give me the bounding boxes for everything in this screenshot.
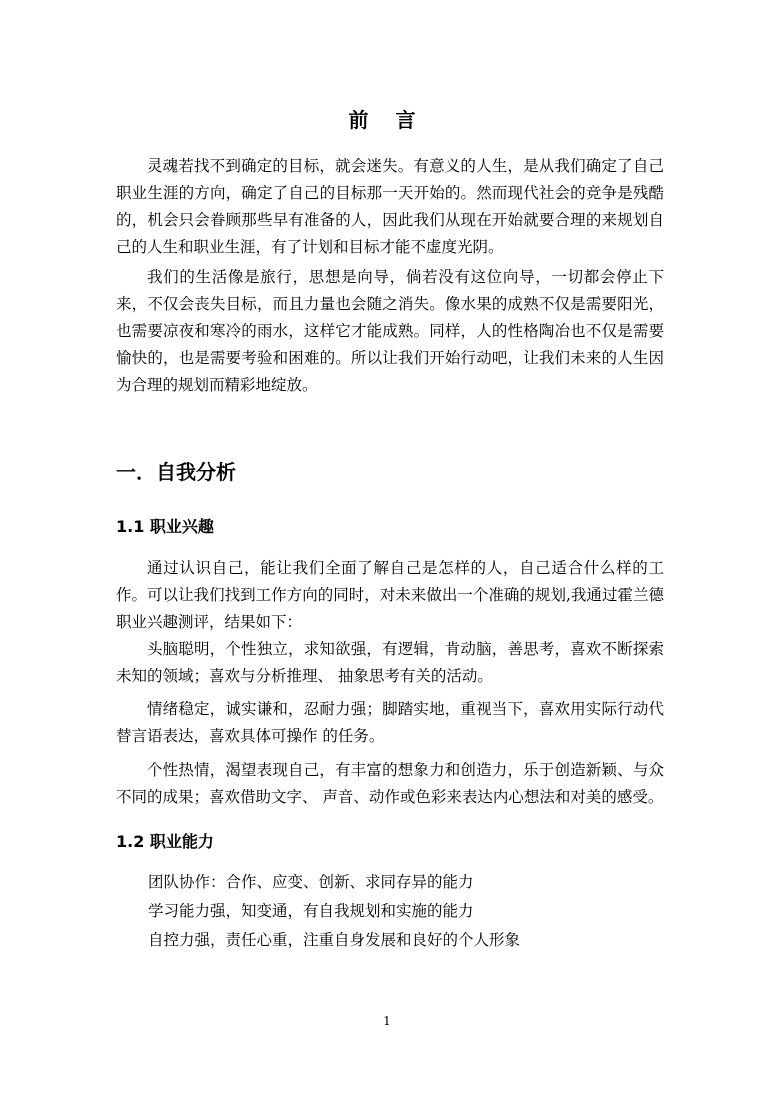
preface-paragraph-2: 我们的生活像是旅行，思想是向导，倘若没有这位向导，一切都会停止下来，不仅会丧失目标，而且力量也会随之消失。像水果的成熟不仅是需要阳光，也需要凉夜和寒冷的雨水，这样它才能成熟。同样，人的性格陶冶也不仅是需要愉快的，也是需要考验和困难的。所以让我们开始行动吧，让我们未来的人生因为合理的规划而精彩地绽放。: [116, 268, 664, 394]
preface-paragraph-1: 灵魂若找不到确定的目标，就会迷失。有意义的人生，是从我们确定了自己职业生涯的方向，确定了自己的目标那一天开始的。然而现代社会的竞争是残酷的，机会只会眷顾那些早有准备的人，因此我们从现在开始就要合理的来规划自己的人生和职业生涯，有了计划和目标才能不虚度光阴。: [116, 157, 664, 256]
interest-paragraph-4: 个性热情，渴望表现自己，有丰富的想象力和创造力，乐于创造新颖、与众不同的成果；喜欢借助文字、 声音、动作或色彩来表达内心想法和对美的感受。: [116, 761, 664, 806]
interest-paragraph-3: 情绪稳定，诚实谦和，忍耐力强；脚踏实地，重视当下，喜欢用实际行动代替言语表达，喜欢具体可操作 的任务。: [116, 700, 664, 745]
section-heading-self-analysis: 一．自我分析: [116, 460, 236, 484]
preface-title: 前 言: [348, 108, 426, 132]
interest-paragraph-2: 头脑聪明，个性独立，求知欲强，有逻辑，肯动脑，善思考，喜欢不断探索未知的领域；喜欢与分析推理、 抽象思考有关的活动。: [116, 640, 664, 685]
interest-paragraph-1: 通过认识自己，能让我们全面了解自己是怎样的人，自己适合什么样的工作。可以让我们找到工作方向的同时，对未来做出一个准确的规划,我通过霍兰德职业兴趣测评，结果如下：: [116, 559, 664, 631]
subsection-heading-career-interest: 1.1 职业兴趣: [116, 517, 214, 536]
page-number: 1: [383, 1014, 391, 1028]
ability-line-3: 自控力强，责任心重，注重自身发展和良好的个人形象: [148, 931, 521, 949]
subsection-heading-career-ability: 1.2 职业能力: [116, 832, 214, 851]
ability-line-2: 学习能力强，知变通，有自我规划和实施的能力: [148, 902, 474, 920]
ability-line-1: 团队协作：合作、应变、创新、求同存异的能力: [148, 873, 474, 891]
